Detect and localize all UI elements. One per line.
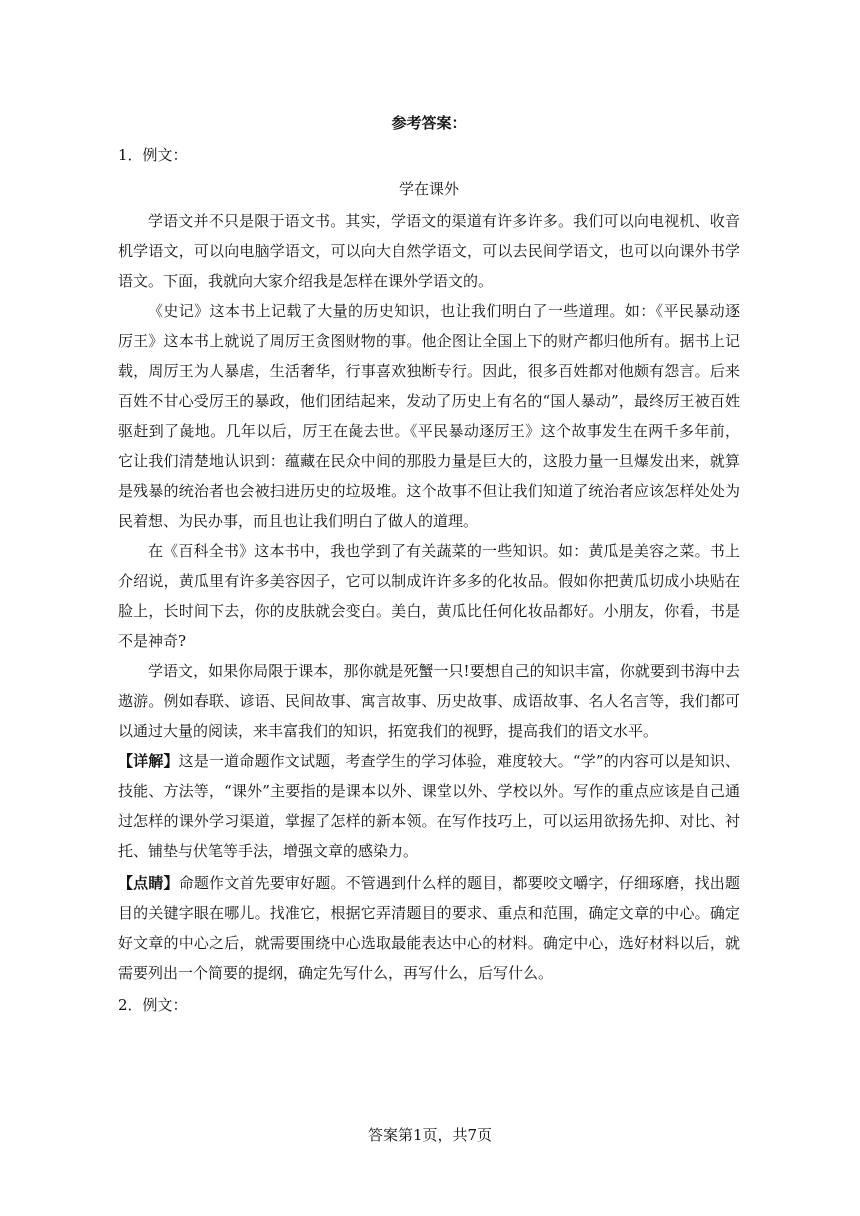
essay-paragraph-4: 学语文，如果你局限于课本，那你就是死蟹一只!要想自己的知识丰富，你就要到书海中去遨游。例如春联、谚语、民间故事、寓言故事、历史故事、成语故事、名人名言等，我们都可以通过大量的阅读，来丰富我们的知识，拓宽我们的视野，提高我们的语文水平。 — [118, 662, 740, 740]
tip-tag: 【点睛】 — [118, 874, 179, 892]
essay-paragraph-1: 学语文并不只是限于语文书。其实，学语文的渠道有许多许多。我们可以向电视机、收音机学语文，可以向电脑学语文，可以向大自然学语文，可以去民间学语文，也可以向课外书学语文。下面，我就向大家介绍我是怎样在课外学语文的。 — [118, 212, 740, 290]
page-title: 参考答案： — [391, 114, 467, 132]
detail-tag: 【详解】 — [118, 752, 179, 770]
detail-text: 这是一道命题作文试题，考查学生的学习体验，难度较大。“学”的内容可以是知识、技能、方法等，“课外”主要指的是课本以外、课堂以外、学校以外。写作的重点应该是自己通过怎样的课外学习渠道，掌握了怎样的新本领。在写作技巧上，可以运用欲扬先抑、对比、衬托、铺垫与伏笔等手法，增强文章的感染力。 — [118, 752, 740, 860]
essay-paragraph-3: 在《百科全书》这本书中，我也学到了有关蔬菜的一些知识。如：黄瓜是美容之菜。书上介绍说，黄瓜里有许多美容因子，它可以制成许许多多的化妆品。假如你把黄瓜切成小块贴在脸上，长时间下去，你的皮肤就会变白。美白，黄瓜比任何化妆品都好。小朋友，你看，书是不是神奇? — [118, 542, 740, 650]
tip-text: 命题作文首先要审好题。不管遇到什么样的题目，都要咬文嚼字，仔细琢磨，找出题目的关键字眼在哪儿。找准它，根据它弄清题目的要求、重点和范围，确定文章的中心。确定好文章的中心之后，就需要围绕中心选取最能表达中心的材料。确定中心，选好材料以后，就需要列出一个简要的提纲，确定先写什么，再写什么，后写什么。 — [118, 874, 740, 982]
essay-paragraph-2: 《史记》这本书上记载了大量的历史知识，也让我们明白了一些道理。如：《平民暴动逐厉王》这本书上就说了周厉王贪图财物的事。他企图让全国上下的财产都归他所有。据书上记载，周厉王为人暴虐，生活奢华，行事喜欢独断专行。因此，很多百姓都对他颇有怨言。后来百姓不甘心受厉王的暴政，他们团结起来，发动了历史上有名的“国人暴动”，最终厉王被百姓驱赶到了彘地。几年以后，厉王在彘去世。《平民暴动逐厉王》这个故事发生在两千多年前，它让我们清楚地认识到：蕴藏在民众中间的那股力量是巨大的，这股力量一旦爆发出来，就算是残暴的统治者也会被扫进历史的垃圾堆。这个故事不但让我们知道了统治者应该怎样处处为民着想、为民办事，而且也让我们明白了做人的道理。 — [118, 302, 740, 530]
detail-explanation — [118, 746, 740, 866]
tip-explanation — [118, 868, 740, 988]
page-footer: 答案第1页，共7页 — [367, 1126, 493, 1144]
question-1-label: 1．例文： — [118, 146, 188, 164]
essay-title: 学在课外 — [398, 180, 459, 198]
question-2-label: 2．例文： — [118, 996, 188, 1014]
answer-content — [118, 108, 740, 1020]
